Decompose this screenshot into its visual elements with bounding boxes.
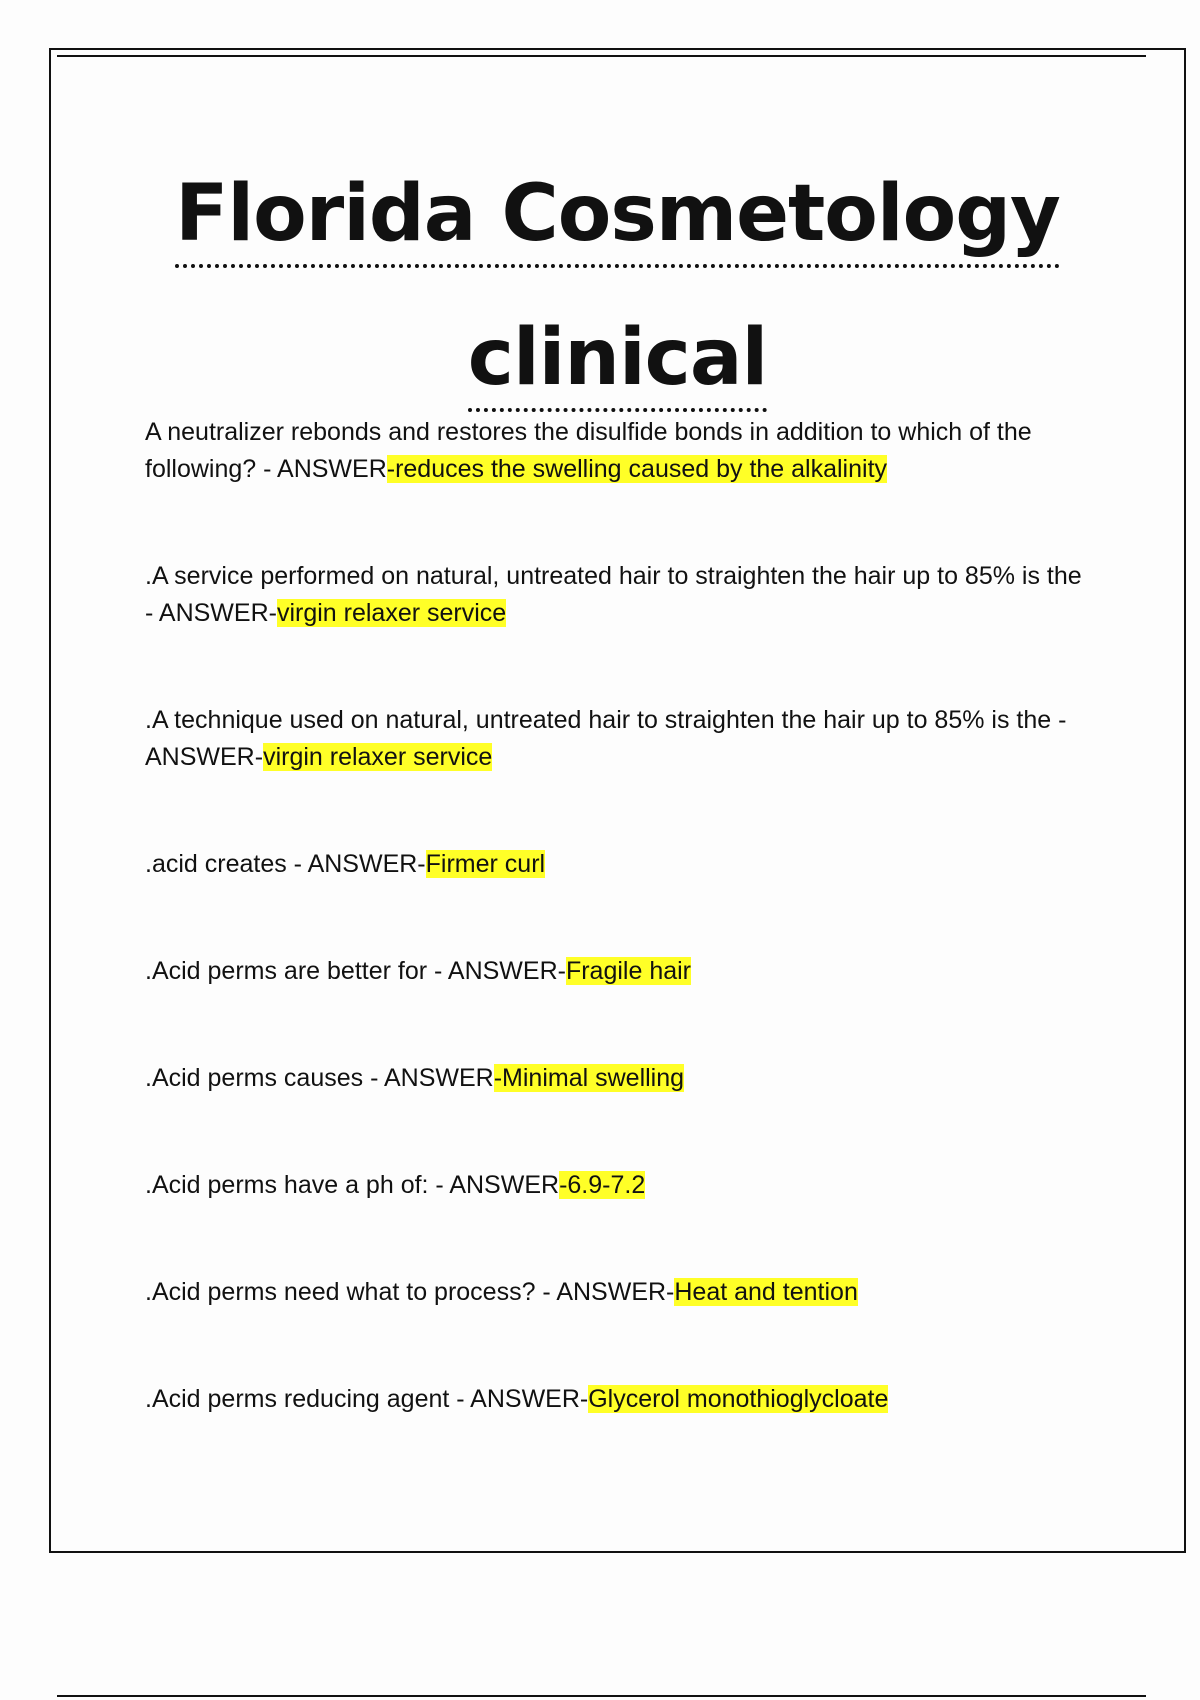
qa-item [145,702,1095,776]
bottom-rule [57,1695,1146,1697]
question-text: .A service performed on natural, untreated hair to straighten the hair up to 85% is the - ANSWER- [145,562,1082,627]
answer-highlight: Fragile hair [565,957,692,985]
qa-item [145,846,1095,883]
qa-item [145,1060,1095,1097]
qa-item [145,414,1095,488]
question-text: .acid creates - ANSWER- [145,850,426,878]
question-text: .Acid perms have a ph of: - ANSWER [145,1171,560,1199]
question-text: .Acid perms are better for - ANSWER- [145,957,566,985]
qa-list [145,414,1095,1488]
qa-item [145,1381,1095,1418]
answer-highlight: virgin relaxer service [263,743,493,771]
answer-highlight: -reduces the swelling caused by the alkalinity [386,455,888,483]
qa-item [145,1274,1095,1311]
answer-highlight: Heat and tention [674,1278,858,1306]
top-rule [57,55,1146,57]
title-line-1: Florida Cosmetology [175,164,1060,268]
qa-item [145,558,1095,632]
question-text: A neutralizer rebonds and restores the disulfide bonds in addition to which of the following? - ANSWER [145,418,1032,483]
answer-highlight: virgin relaxer service [276,599,507,627]
answer-highlight: Glycerol monothioglycloate [588,1385,889,1413]
document-title [49,150,1186,438]
qa-item [145,1167,1095,1204]
qa-item [145,953,1095,990]
question-text: .Acid perms causes - ANSWER [145,1064,494,1092]
question-text: .Acid perms reducing agent - ANSWER- [145,1385,589,1413]
question-text: .A technique used on natural, untreated hair to straighten the hair up to 85% is the - ANSWER- [145,706,1067,771]
answer-highlight: -6.9-7.2 [559,1171,646,1199]
answer-highlight: -Minimal swelling [493,1064,685,1092]
answer-highlight: Firmer curl [425,850,546,878]
question-text: .Acid perms need what to process? - ANSWER- [145,1278,675,1306]
title-line-2: clinical [468,308,768,412]
